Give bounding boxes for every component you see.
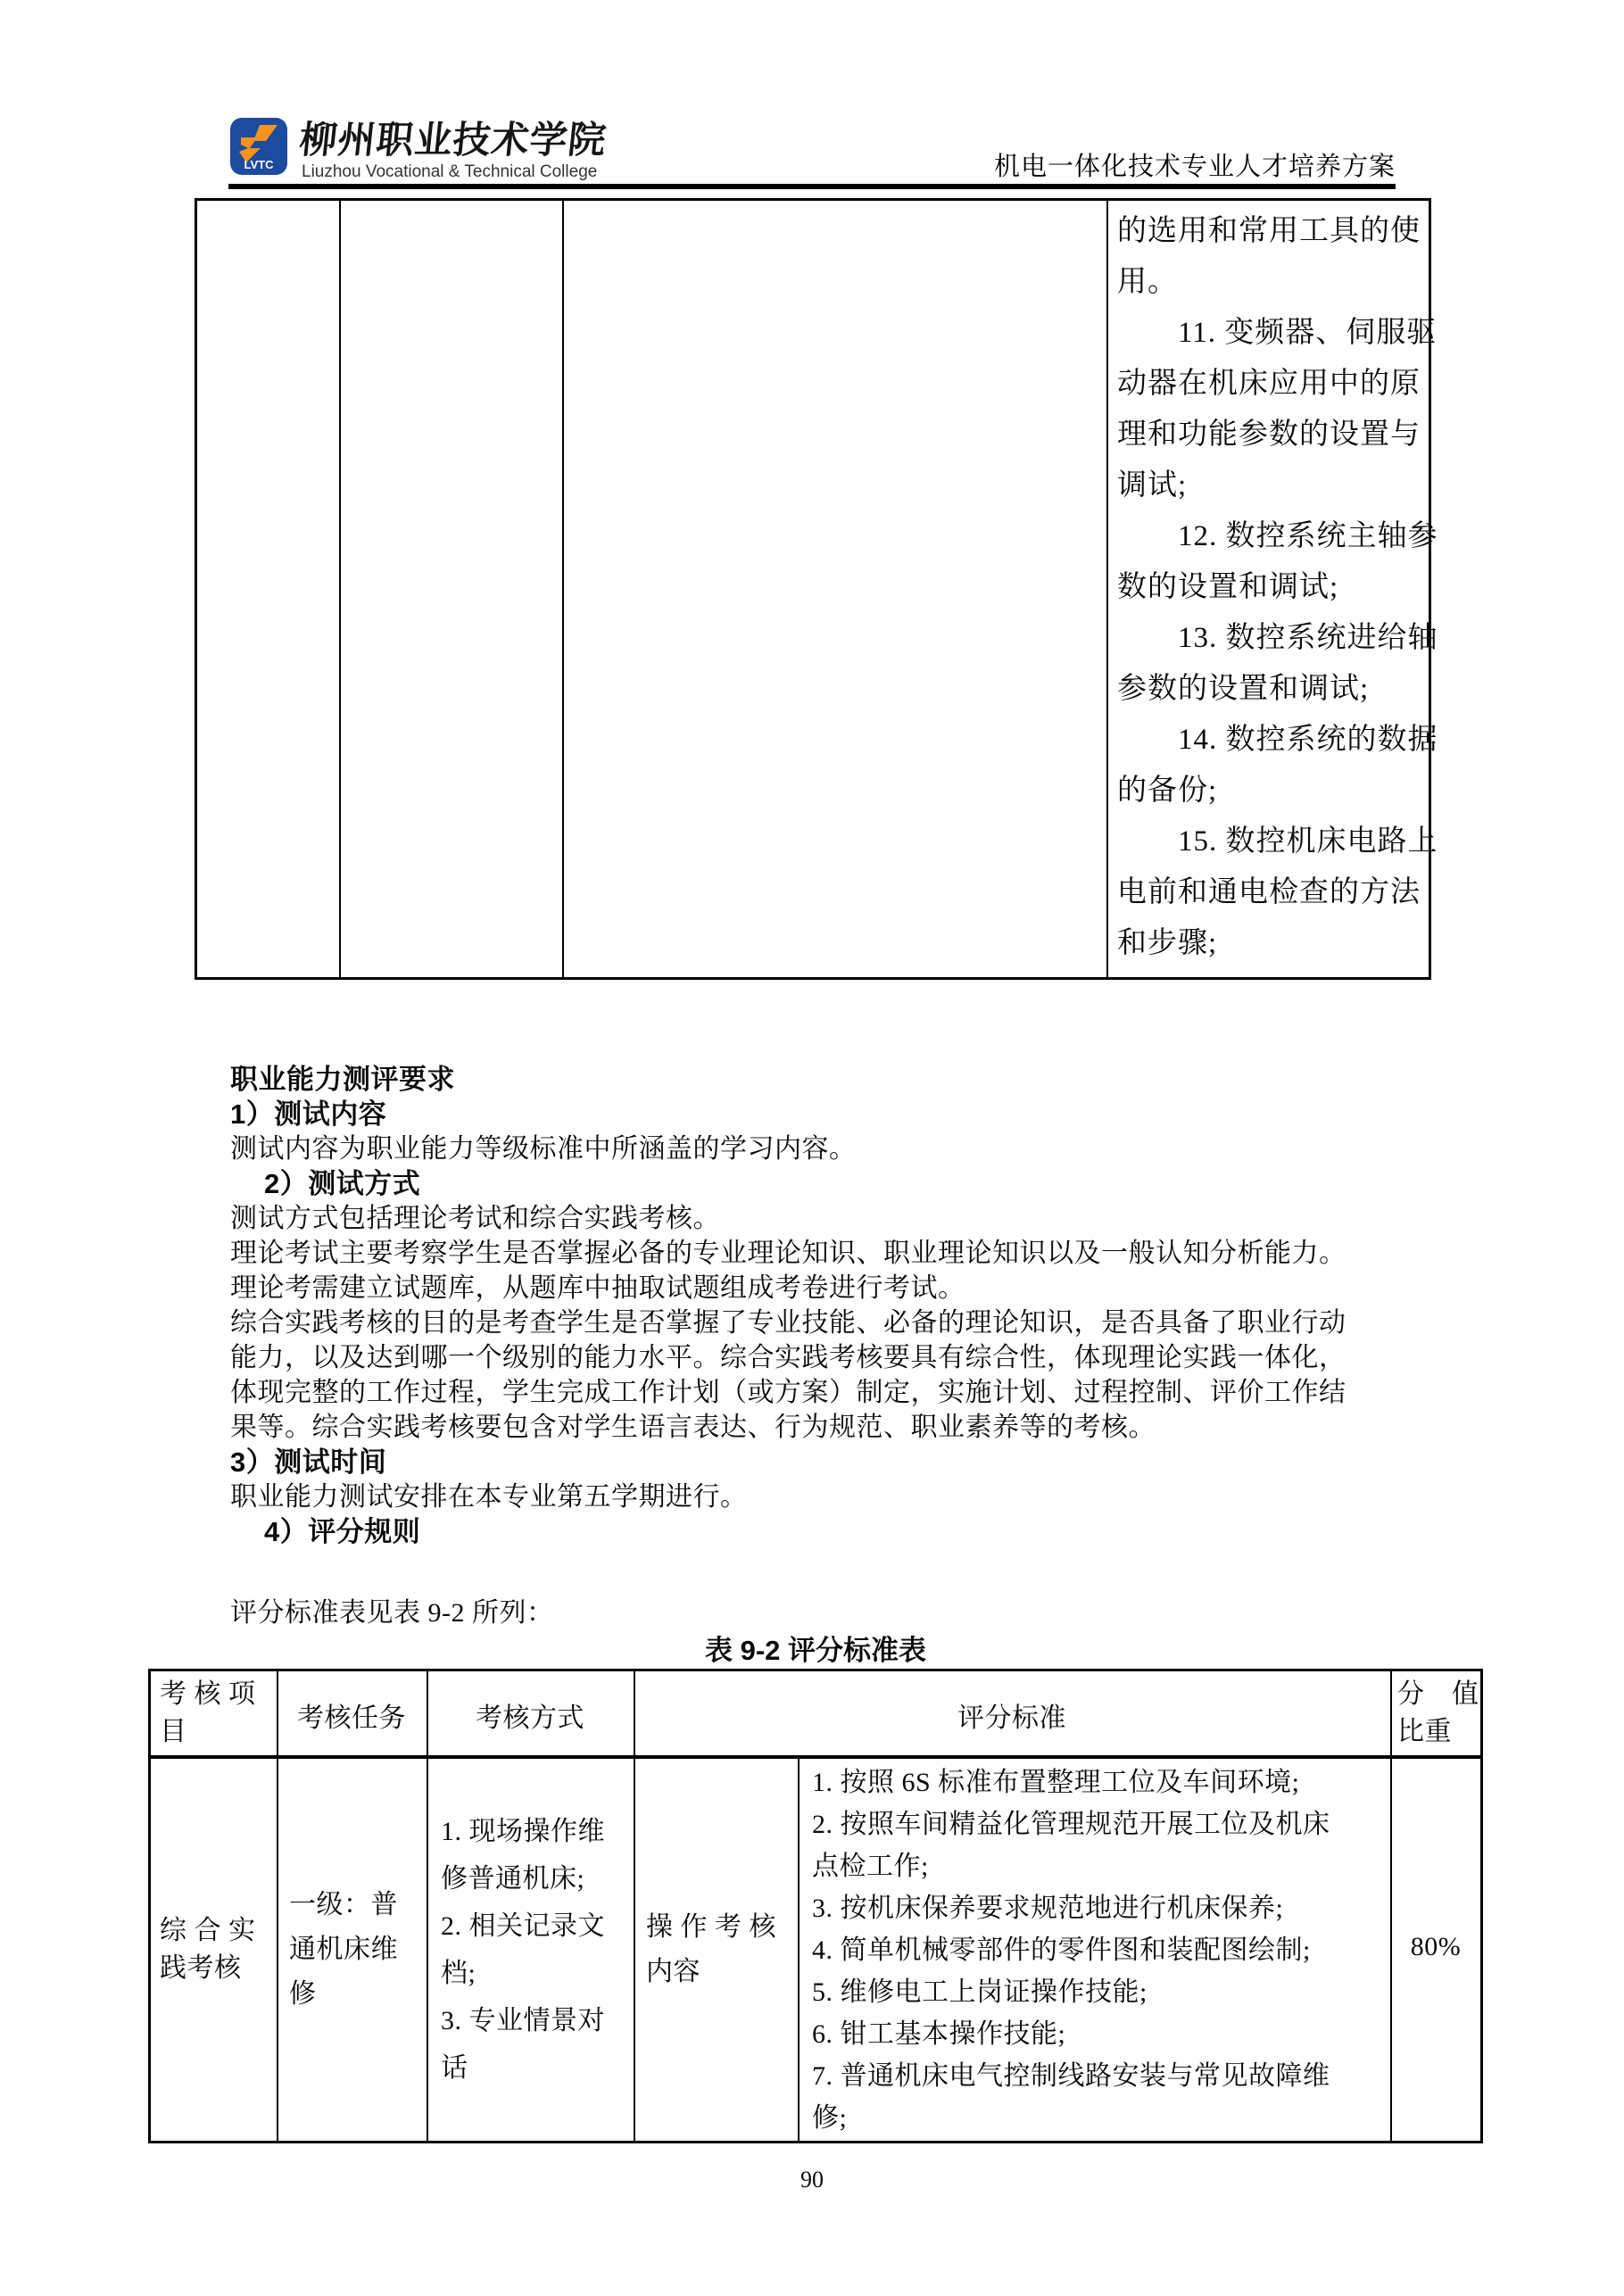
section-heading: 职业能力测评要求 — [230, 1064, 455, 1095]
knowledge-line: 数的设置和调试; — [1117, 571, 1339, 603]
cell-line: 3. 专业情景对 — [441, 2006, 605, 2035]
header-cell-criteria: 评分标准 — [957, 1703, 1066, 1733]
body-line: 理论考需建立试题库，从题库中抽取试题组成考卷进行考试。 — [230, 1273, 965, 1303]
criteria-line: 修; — [812, 2103, 848, 2133]
table-column-divider — [1390, 1671, 1392, 2141]
assessment-requirements-section — [230, 1062, 1401, 1549]
table-column-divider — [562, 201, 564, 977]
cell-line: 修 — [289, 1979, 317, 2009]
body-line: 体现完整的工作过程，学生完成工作计划（或方案）制定，实施计划、过程控制、评价工作结 — [230, 1378, 1346, 1407]
subheading-test-method: 2）测试方式 — [264, 1168, 421, 1199]
knowledge-line: 13. 数控系统进给轴 — [1117, 622, 1438, 654]
header-cell-project — [160, 1676, 271, 1751]
criteria-line: 6. 钳工基本操作技能; — [812, 2019, 1066, 2049]
continuation-table — [195, 198, 1438, 980]
table-column-divider — [1106, 201, 1108, 977]
criteria-line: 2. 按照车间精益化管理规范开展工位及机床 — [812, 1810, 1330, 1839]
table-column-divider — [634, 1671, 635, 2141]
cell-project — [160, 1912, 271, 1987]
header-line: 考 核 项 — [160, 1679, 256, 1709]
lvtc-logo-icon — [230, 118, 287, 175]
body-line: 综合实践考核的目的是考查学生是否掌握了专业技能、必备的理论知识，是否具备了职业行动 — [230, 1308, 1346, 1338]
body-line: 果等。综合实践考核要包含对学生语言表达、行为规范、职业素养等的考核。 — [230, 1413, 1156, 1442]
cell-line: 通机床维 — [289, 1935, 398, 1964]
document-title: 机电一体化技术专业人才培养方案 — [993, 153, 1396, 181]
knowledge-line: 用。 — [1117, 266, 1178, 298]
cell-line: 2. 相关记录文 — [441, 1911, 605, 1941]
knowledge-line: 12. 数控系统主轴参 — [1117, 520, 1438, 552]
criteria-line: 5. 维修电工上岗证操作技能; — [812, 1977, 1148, 2007]
scoring-standard-table — [148, 1669, 1483, 2143]
cell-line: 操 作 考 核 — [646, 1912, 776, 1942]
table-column-divider — [339, 201, 341, 977]
knowledge-line: 的备份; — [1117, 775, 1218, 807]
knowledge-line: 14. 数控系统的数据 — [1117, 724, 1438, 756]
knowledge-line: 和步骤; — [1117, 927, 1218, 959]
header-cell-method: 考核方式 — [476, 1703, 584, 1733]
body-line: 职业能力测试安排在本专业第五学期进行。 — [230, 1482, 748, 1512]
criteria-line: 7. 普通机床电气控制线路安装与常见故障维 — [812, 2061, 1330, 2091]
knowledge-line: 的选用和常用工具的使 — [1117, 215, 1421, 247]
criteria-line: 点检工作; — [812, 1852, 929, 1881]
criteria-line: 3. 按机床保养要求规范地进行机床保养; — [812, 1894, 1284, 1923]
knowledge-line: 15. 数控机床电路上 — [1117, 825, 1438, 858]
cell-line: 内容 — [646, 1957, 700, 1986]
body-line: 理论考试主要考察学生是否掌握必备的专业理论知识、职业理论知识以及一般认知分析能力。 — [230, 1239, 1346, 1268]
header-cell-task: 考核任务 — [297, 1703, 406, 1733]
cell-criteria — [812, 1761, 1387, 2139]
cell-line: 档; — [441, 1959, 476, 1988]
cell-method — [441, 1808, 630, 2092]
cell-line: 一级：普 — [289, 1890, 398, 1919]
table-9-2-caption: 表 9-2 评分标准表 — [704, 1635, 927, 1666]
college-name-english: Liuzhou Vocational & Technical College — [302, 162, 598, 181]
body-line: 测试方式包括理论考试和综合实践考核。 — [230, 1204, 720, 1233]
subheading-scoring-rules: 4）评分规则 — [264, 1516, 421, 1547]
knowledge-line: 理和功能参数的设置与 — [1117, 419, 1421, 451]
knowledge-line: 参数的设置和调试; — [1117, 673, 1370, 705]
knowledge-line: 11. 变频器、伺服驱 — [1117, 317, 1438, 349]
cell-weight: 80% — [1410, 1932, 1462, 1961]
page-number: 90 — [800, 2167, 824, 2192]
cell-line: 综 合 实 — [160, 1916, 256, 1945]
college-name-chinese: 柳州职业技术学院 — [297, 120, 609, 162]
cell-line: 话 — [441, 2053, 468, 2083]
header-line: 分 值 — [1397, 1679, 1479, 1709]
criteria-line: 4. 简单机械零部件的零件图和装配图绘制; — [812, 1935, 1311, 1965]
body-line: 能力，以及达到哪一个级别的能力水平。综合实践考核要具有综合性，体现理论实践一体化， — [230, 1343, 1346, 1372]
subheading-test-content: 1）测试内容 — [230, 1098, 387, 1130]
cell-content-label — [646, 1905, 794, 1994]
knowledge-requirements-cell — [1117, 206, 1438, 969]
header-line: 比重 — [1397, 1717, 1452, 1746]
header-line: 目 — [160, 1717, 187, 1746]
cell-task — [289, 1883, 423, 2017]
table-reference-line: 评分标准表见表 9-2 所列： — [230, 1598, 554, 1628]
header-cell-weight — [1397, 1676, 1478, 1751]
college-logo — [230, 118, 287, 175]
body-line: 测试内容为职业能力等级标准中所涵盖的学习内容。 — [230, 1134, 857, 1164]
header-rule — [228, 184, 1396, 189]
criteria-line: 1. 按照 6S 标准布置整理工位及车间环境; — [812, 1768, 1300, 1797]
cell-line: 修普通机床; — [441, 1864, 585, 1894]
knowledge-line: 电前和通电检查的方法 — [1117, 876, 1421, 908]
cell-line: 践考核 — [160, 1953, 242, 1983]
table-column-divider — [427, 1671, 428, 2141]
table-header-divider — [151, 1755, 1480, 1759]
knowledge-line: 动器在机床应用中的原 — [1117, 368, 1421, 400]
knowledge-line: 调试; — [1117, 469, 1188, 501]
subheading-test-time: 3）测试时间 — [230, 1446, 387, 1478]
svg-text:LVTC: LVTC — [244, 158, 274, 171]
table-column-divider — [798, 1759, 800, 2141]
cell-line: 1. 现场操作维 — [441, 1817, 605, 1846]
table-column-divider — [277, 1671, 278, 2141]
